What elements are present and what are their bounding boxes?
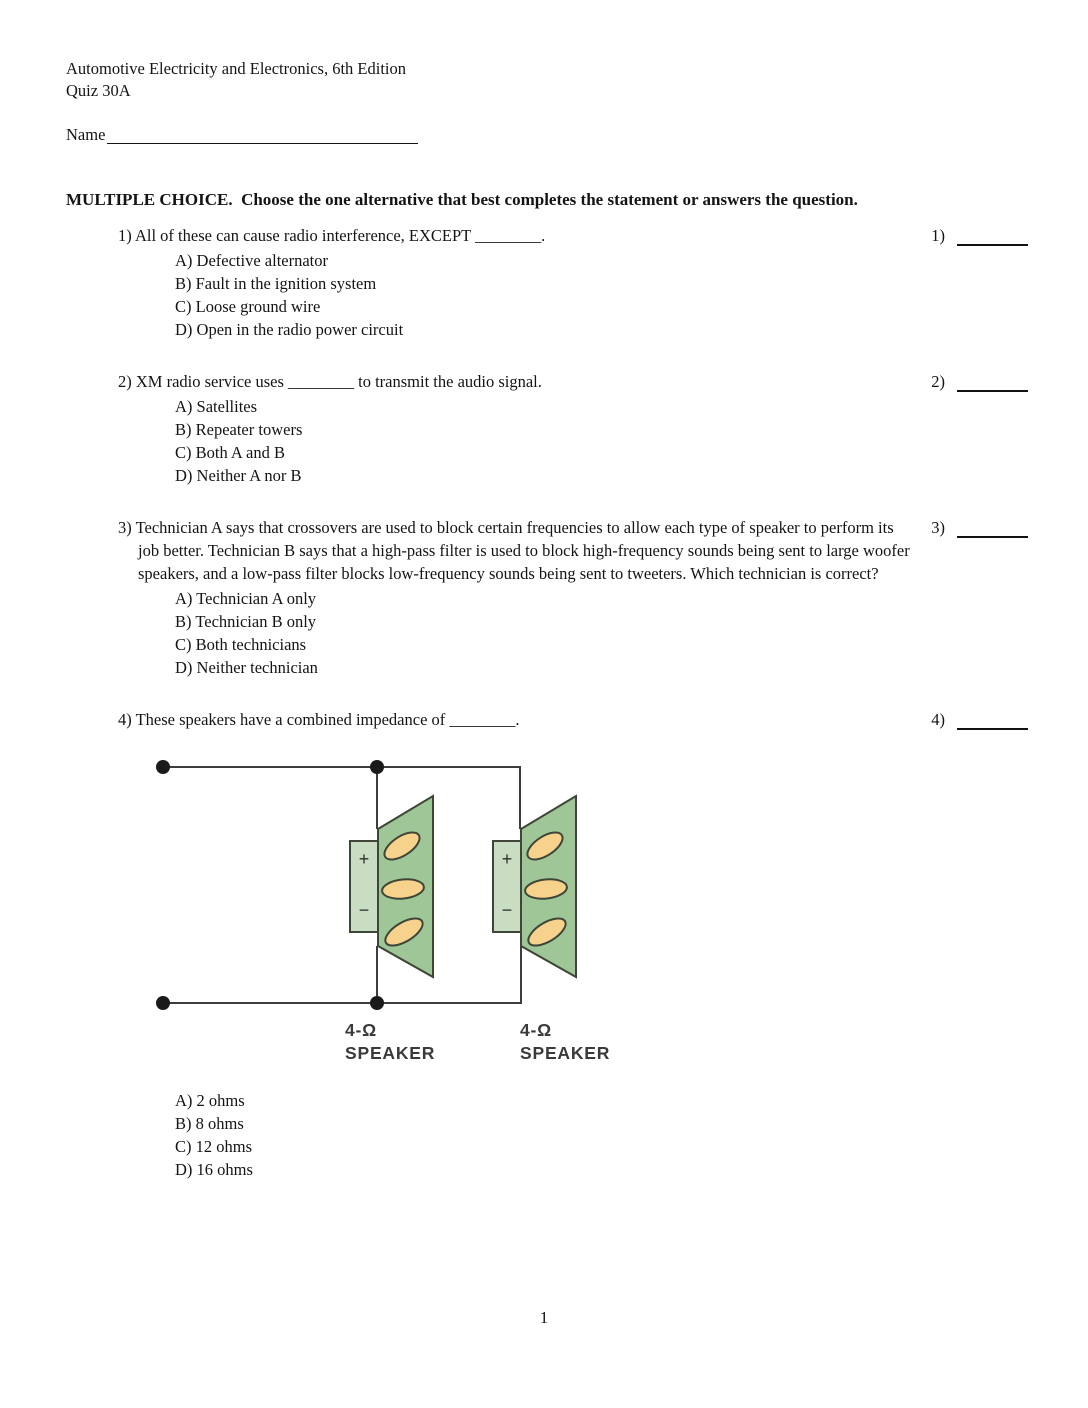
question-3-answer-number: 3) (931, 518, 945, 537)
question-3-stem: Technician A says that crossovers are used to block certain frequencies to allow each type of speaker to perform its job better. Technician B says that a high-pass filter is used to block high-frequency sounds being sent to large woofer speakers, and a low-pass filter blocks low-frequency sounds being sent to tweeters. Which technician is correct? (135, 518, 910, 583)
speaker-1-minus-terminal: − (358, 900, 370, 920)
junction-dot-top (370, 760, 384, 774)
speaker-2-label: SPEAKER (520, 1043, 611, 1063)
question-1-options (118, 249, 1028, 341)
speaker-1-label: SPEAKER (345, 1043, 436, 1063)
speaker-circuit-diagram (140, 744, 640, 1074)
question-4-option-a: A) 2 ohms (175, 1091, 245, 1110)
question-3-option-d: D) Neither technician (175, 658, 318, 677)
question-list (66, 224, 1028, 1181)
question-1-number: 1) (118, 226, 132, 245)
speaker-1-plus-terminal: + (358, 849, 370, 869)
wire-top (163, 767, 520, 829)
question-2-text (118, 370, 918, 393)
question-3 (118, 516, 1028, 679)
name-input-line[interactable] (107, 127, 418, 145)
question-1-text (118, 224, 918, 247)
question-1-answer-slot (931, 224, 1028, 247)
question-4-stem: These speakers have a combined impedance of ________. (135, 710, 520, 729)
question-3-answer-slot (931, 516, 1028, 539)
question-1-option-c: C) Loose ground wire (175, 297, 321, 316)
question-4-number: 4) (118, 710, 132, 729)
question-2-option-d: D) Neither A nor B (175, 466, 302, 485)
question-2-number: 2) (118, 372, 132, 391)
quiz-number: Quiz 30A (66, 81, 131, 100)
terminal-dot-top-left (156, 760, 170, 774)
question-1-stem: All of these can cause radio interference, EXCEPT ________. (134, 226, 546, 245)
speaker-1 (350, 796, 433, 977)
course-title: Automotive Electricity and Electronics, 6th Edition (66, 59, 406, 78)
question-4-option-b: B) 8 ohms (175, 1114, 244, 1133)
question-3-answer-blank[interactable] (957, 520, 1028, 539)
section-instructions: MULTIPLE CHOICE. Choose the one alternative that best completes the statement or answers the question. (66, 190, 858, 209)
question-2-option-a: A) Satellites (175, 397, 258, 416)
question-2-option-c: C) Both A and B (175, 443, 286, 462)
speaker-circuit-figure (140, 744, 640, 1074)
question-2-answer-number: 2) (931, 372, 945, 391)
question-4-answer-blank[interactable] (957, 712, 1028, 731)
question-2-options (118, 395, 1028, 487)
question-3-option-a: A) Technician A only (175, 589, 317, 608)
question-3-text (118, 516, 918, 585)
question-4-options (118, 1089, 1028, 1181)
question-2-answer-blank[interactable] (957, 374, 1028, 393)
question-3-options (118, 587, 1028, 679)
question-4-option-d: D) 16 ohms (175, 1160, 253, 1179)
question-4 (118, 708, 1028, 1181)
name-label: Name (66, 125, 106, 144)
speaker-2-impedance-label: 4-Ω (520, 1020, 552, 1040)
header (66, 58, 1028, 102)
question-2-answer-slot (931, 370, 1028, 393)
question-4-answer-slot (931, 708, 1028, 731)
question-3-number: 3) (118, 518, 132, 537)
speaker-2-minus-terminal: − (501, 900, 513, 920)
terminal-dot-bottom-left (156, 996, 170, 1010)
question-2-option-b: B) Repeater towers (175, 420, 303, 439)
question-1-option-a: A) Defective alternator (175, 251, 328, 270)
junction-dot-bottom (370, 996, 384, 1010)
question-2 (118, 370, 1028, 487)
speaker-2-plus-terminal: + (501, 849, 513, 869)
page-number: 1 (539, 1308, 549, 1327)
question-1-option-b: B) Fault in the ignition system (175, 274, 377, 293)
question-1-answer-blank[interactable] (957, 228, 1028, 247)
question-1 (118, 224, 1028, 341)
question-3-option-b: B) Technician B only (175, 612, 317, 631)
question-1-option-d: D) Open in the radio power circuit (175, 320, 404, 339)
question-2-stem: XM radio service uses ________ to transmit the audio signal. (135, 372, 542, 391)
speaker-1-impedance-label: 4-Ω (345, 1020, 377, 1040)
question-3-option-c: C) Both technicians (175, 635, 307, 654)
question-4-option-c: C) 12 ohms (175, 1137, 253, 1156)
question-4-text (118, 708, 918, 731)
speaker-2 (493, 796, 576, 977)
name-row (66, 123, 1028, 146)
wire-bottom (163, 946, 521, 1003)
question-4-answer-number: 4) (931, 710, 945, 729)
question-1-answer-number: 1) (931, 226, 945, 245)
